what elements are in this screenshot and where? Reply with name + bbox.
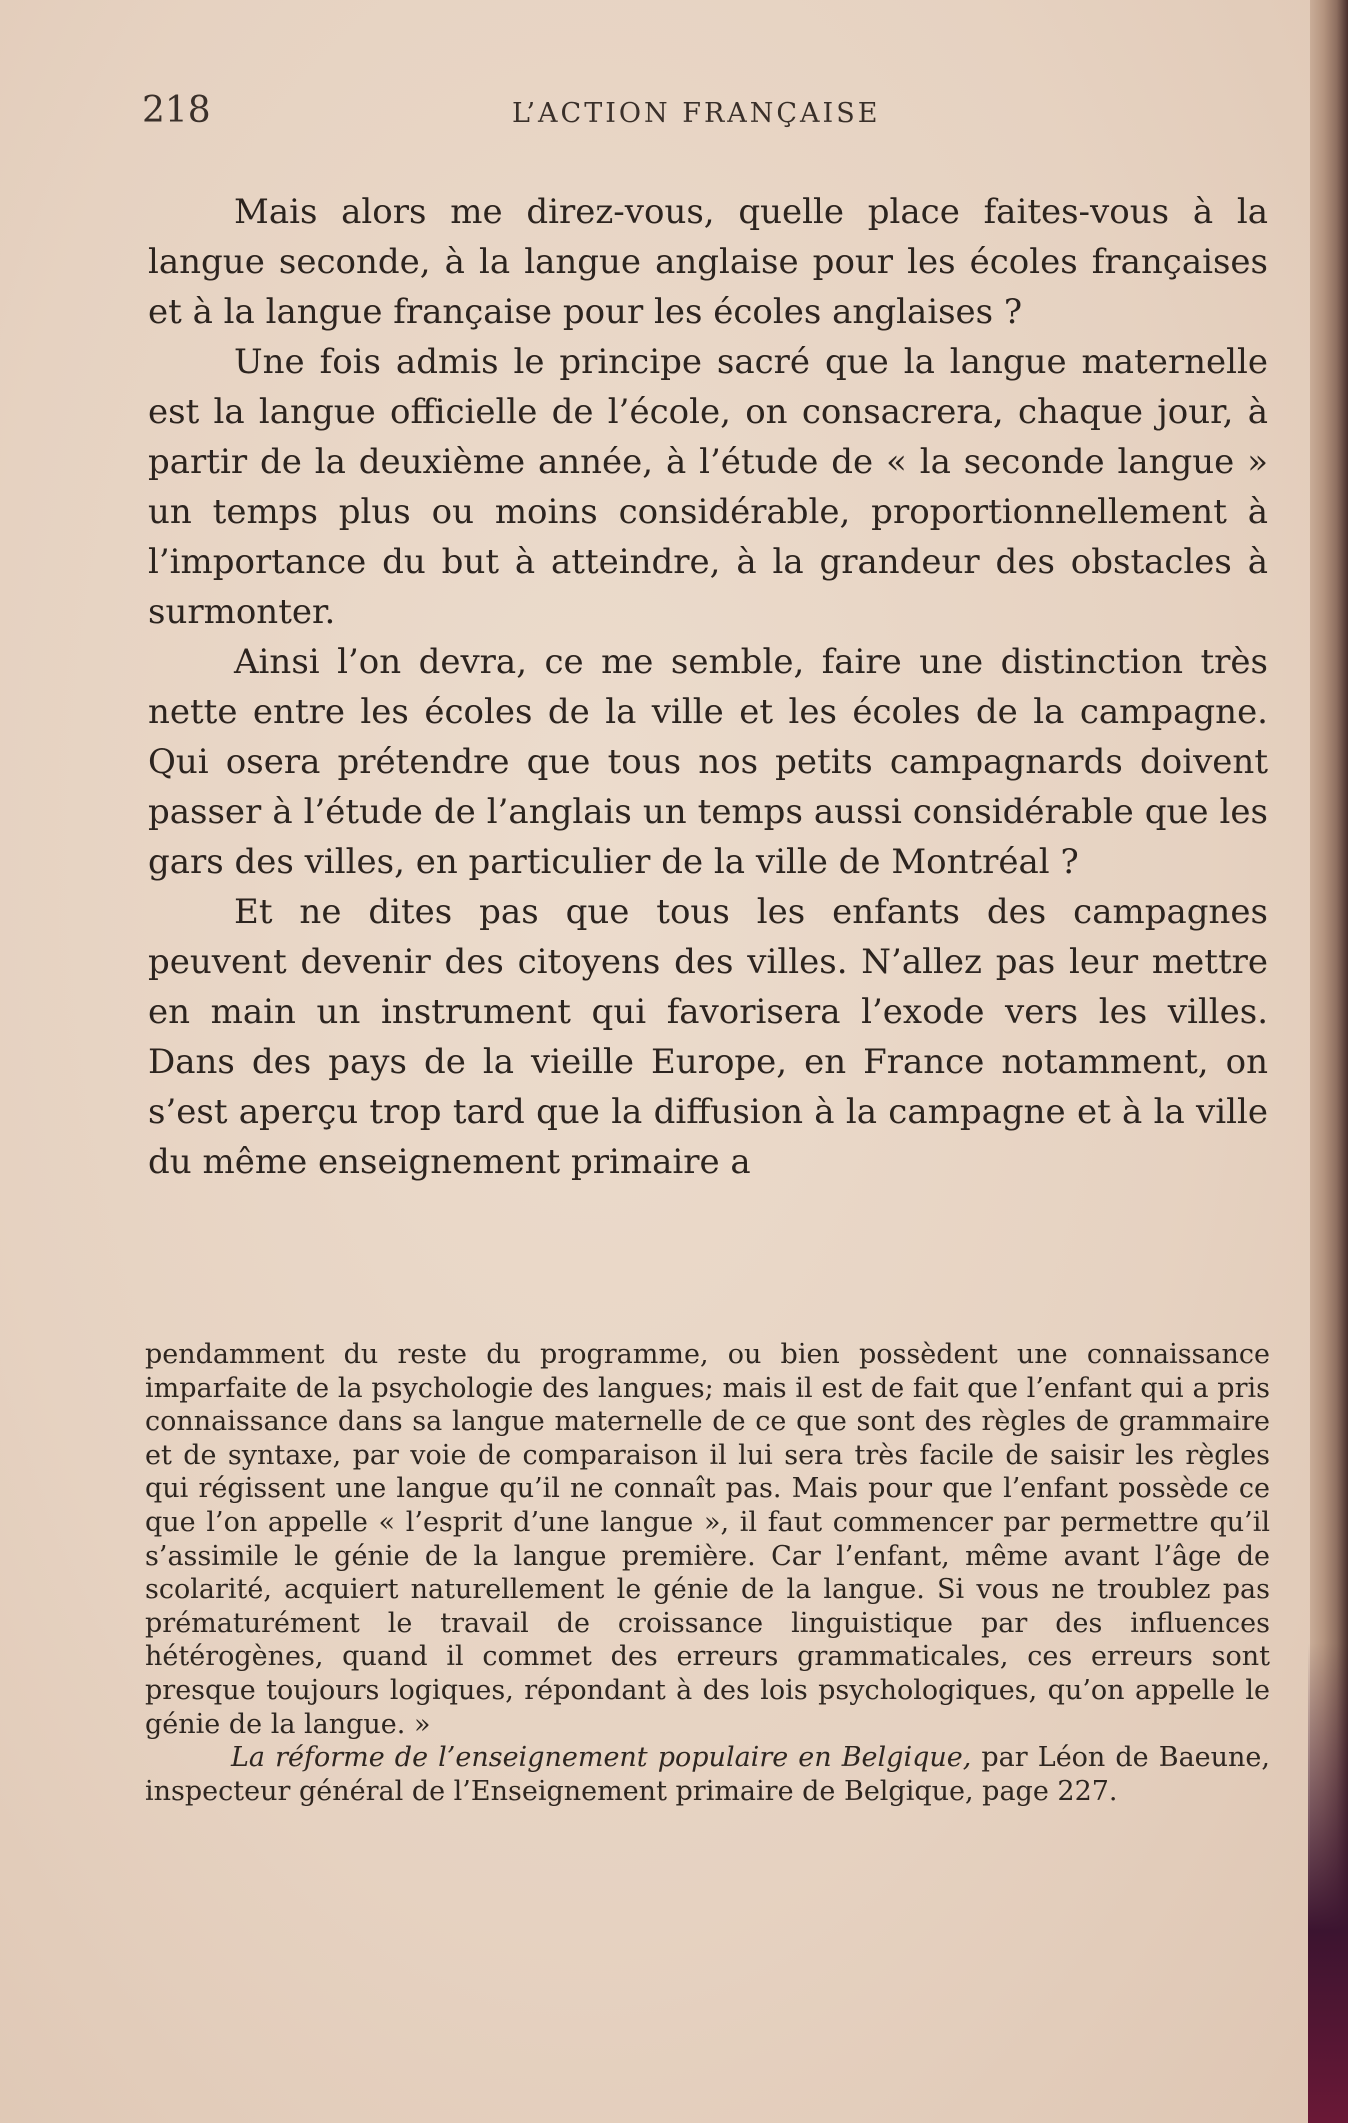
paragraph: Et ne dites pas que tous les enfants des campagnes peuvent devenir des citoyens des villes. N’allez pas leur mettre en main un instrument qui favorisera l’exode vers les villes. Dans des pays de la vieille Europe, en France notamment, on s’est aperçu trop tard que la diffusion à la campagne et à la ville du même enseignement primaire a [148,892,1268,1182]
citation-details: par Léon de Baeune, inspecteur général de l’Enseignement primaire de Belgique, page 227. [145,1742,1270,1807]
running-title: L’ACTION FRANÇAISE [512,98,881,129]
paragraph: Ainsi l’on devra, ce me semble, faire une distinction très nette entre les écoles de la ville et les écoles de la campagne. Qui osera prétendre que tous nos petits campagnards doivent passer à l’étude de l’anglais un temps aussi considérable que les gars des villes, en particulier de la ville de Montréal ? [148,642,1268,882]
paragraph: Une fois admis le principe sacré que la langue maternelle est la langue officielle de l’école, on consacrera, chaque jour, à partir de la deuxième année, à l’étude de « la seconde langue » un temps plus ou moins considérable, proportionnellement à l’importance du but à atteindre, à la grandeur des obstacles à surmonter. [148,342,1268,632]
page-header [142,90,1282,140]
footnote-text: pendamment du reste du programme, ou bien possèdent une connaissance imparfaite de la psychologie des langues; mais il est de fait que l’enfant qui a pris connaissance dans sa langue maternelle de ce que sont des règles de grammaire et de syntaxe, par voie de comparaison il lui sera très facile de saisir les règles qui régissent une langue qu’il ne connaît pas. Mais pour que l’enfant possède ce que l’on appelle « l’esprit d’une langue », il faut commencer par permettre qu’il s’assimile le génie de la langue première. Car l’enfant, même avant l’âge de scolarité, acquiert naturellement le génie de la langue. Si vous ne troublez pas prématurément le travail de croissance linguistique par des influences hétérogènes, quand il commet des erreurs grammaticales, ces erreurs sont presque toujours logiques, répondant à des lois psychologiques, qu’on appelle le génie de la langue. » [145,1339,1270,1740]
citation-title: La réforme de l’enseignement populaire en Belgique, [231,1742,972,1774]
paragraph: Mais alors me direz-vous, quelle place faites-vous à la langue seconde, à la langue anglaise pour les écoles françaises et à la langue française pour les écoles anglaises ? [148,192,1268,332]
main-text [148,187,1268,1187]
footnote-citation [145,1741,1270,1808]
footnote [145,1338,1270,1808]
page-number: 218 [142,90,211,131]
book-cover-edge [1308,1643,1348,2123]
